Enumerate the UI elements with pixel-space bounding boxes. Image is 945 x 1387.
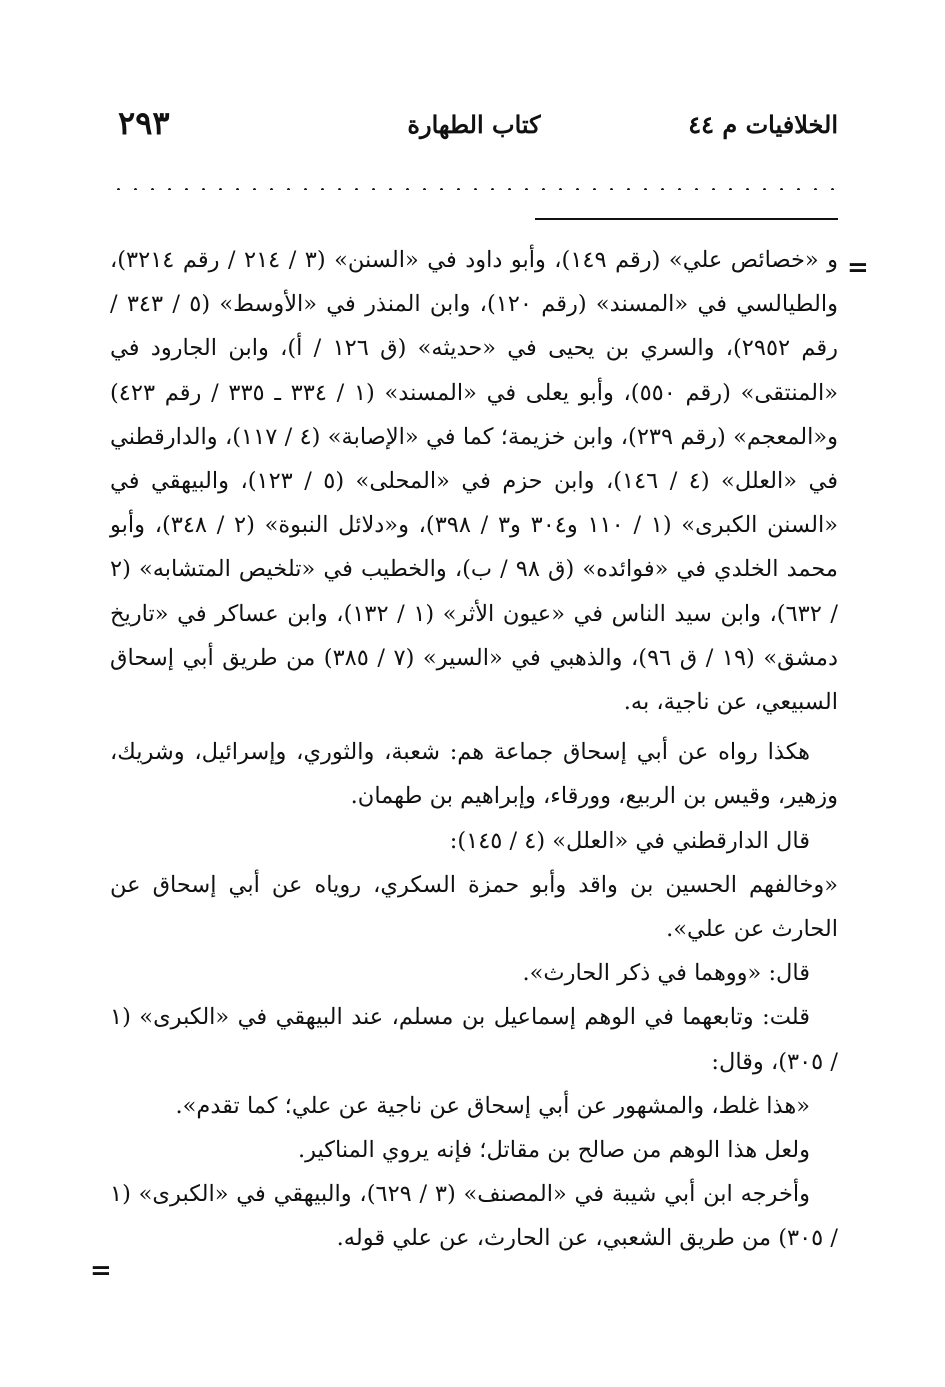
- footnote-text: [110, 238, 838, 1261]
- paragraph-sources: و «خصائص علي» (رقم ١٤٩)، وأبو داود في «السنن» (٣ / ٢١٤ / رقم ٣٢١٤)، والطيالسي في «المسند» (رقم ١٢٠)، وابن المنذر في «الأوسط» (٥ / ٣٤٣ / رقم ٢٩٥٢)، والسري بن يحيى في «حديثه» (ق ١٢٦ / أ)، وابن الجارود في «المنتقى» (رقم ٥٥٠)، وأبو يعلى في «المسند» (١ / ٣٣٤ ـ ٣٣٥ / رقم ٤٢٣) و«المعجم» (رقم ٢٣٩)، وابن خزيمة؛ كما في «الإصابة» (٤ / ١١٧)، والدارقطني في «العلل» (٤ / ١٤٦)، وابن حزم في «المحلى» (٥ / ١٢٣)، والبيهقي في «السنن الكبرى» (١ / ١١٠ و٣٠٤ و٣ / ٣٩٨)، و«دلائل النبوة» (٢ / ٣٤٨)، وأبو محمد الخلدي في «فوائده» (ق ٩٨ / ب)، والخطيب في «تلخيص المتشابه» (٢ / ٦٣٢)، وابن سيد الناس في «عيون الأثر» (١ / ١٣٢)، وابن عساكر في «تاريخ دمشق» (١٩ / ق ٩٦)، والذهبي في «السير» (٧ / ٣٨٥) من طريق أبي إسحاق السبيعي، عن ناجية، به.: [110, 247, 839, 716]
- chapter-title: كتاب الطهارة: [407, 110, 541, 139]
- paragraph-author-note: قلت: وتابعهما في الوهم إسماعيل بن مسلم، عند البيهقي في «الكبرى» (١ / ٣٠٥)، وقال:: [110, 1004, 838, 1075]
- paragraph-daraqutni-remark: قال: «ووهما في ذكر الحارث».: [522, 960, 810, 987]
- footnote-rule: [535, 218, 838, 220]
- paragraph-narrators: هكذا رواه عن أبي إسحاق جماعة هم: شعبة، والثوري، وإسرائيل، وشريك، وزهير، وقيس بن الربيع، وورقاء، وإبراهيم بن طهمان.: [110, 739, 838, 810]
- running-title: الخلافيات م ٤٤: [688, 110, 838, 139]
- paragraph-further-sources: وأخرجه ابن أبي شيبة في «المصنف» (٣ / ٦٢٩)، والبيهقي في «الكبرى» (١ / ٣٠٥) من طريق الشعبي، عن الحارث، عن علي قوله.: [110, 1181, 838, 1252]
- dotted-separator: [110, 188, 838, 190]
- paragraph-daraqutni-quote: «وخالفهم الحسين بن واقد وأبو حمزة السكري، روياه عن أبي إسحاق عن الحارث عن علي».: [110, 871, 838, 943]
- paragraph-bayhaqi-quote: «هذا غلط، والمشهور عن أبي إسحاق عن ناجية عن علي؛ كما تقدم».: [175, 1092, 810, 1119]
- page-number: ٢٩٣: [118, 104, 170, 142]
- continuation-mark-top: =: [847, 253, 869, 283]
- paragraph-author-comment: ولعل هذا الوهم من صالح بن مقاتل؛ فإنه يروي المناكير.: [297, 1137, 810, 1164]
- continuation-mark-bottom: =: [90, 1256, 112, 1286]
- page-header: [110, 104, 838, 154]
- paragraph-daraqutni-quote-intro: قال الدارقطني في «العلل» (٤ / ١٤٥):: [449, 827, 810, 854]
